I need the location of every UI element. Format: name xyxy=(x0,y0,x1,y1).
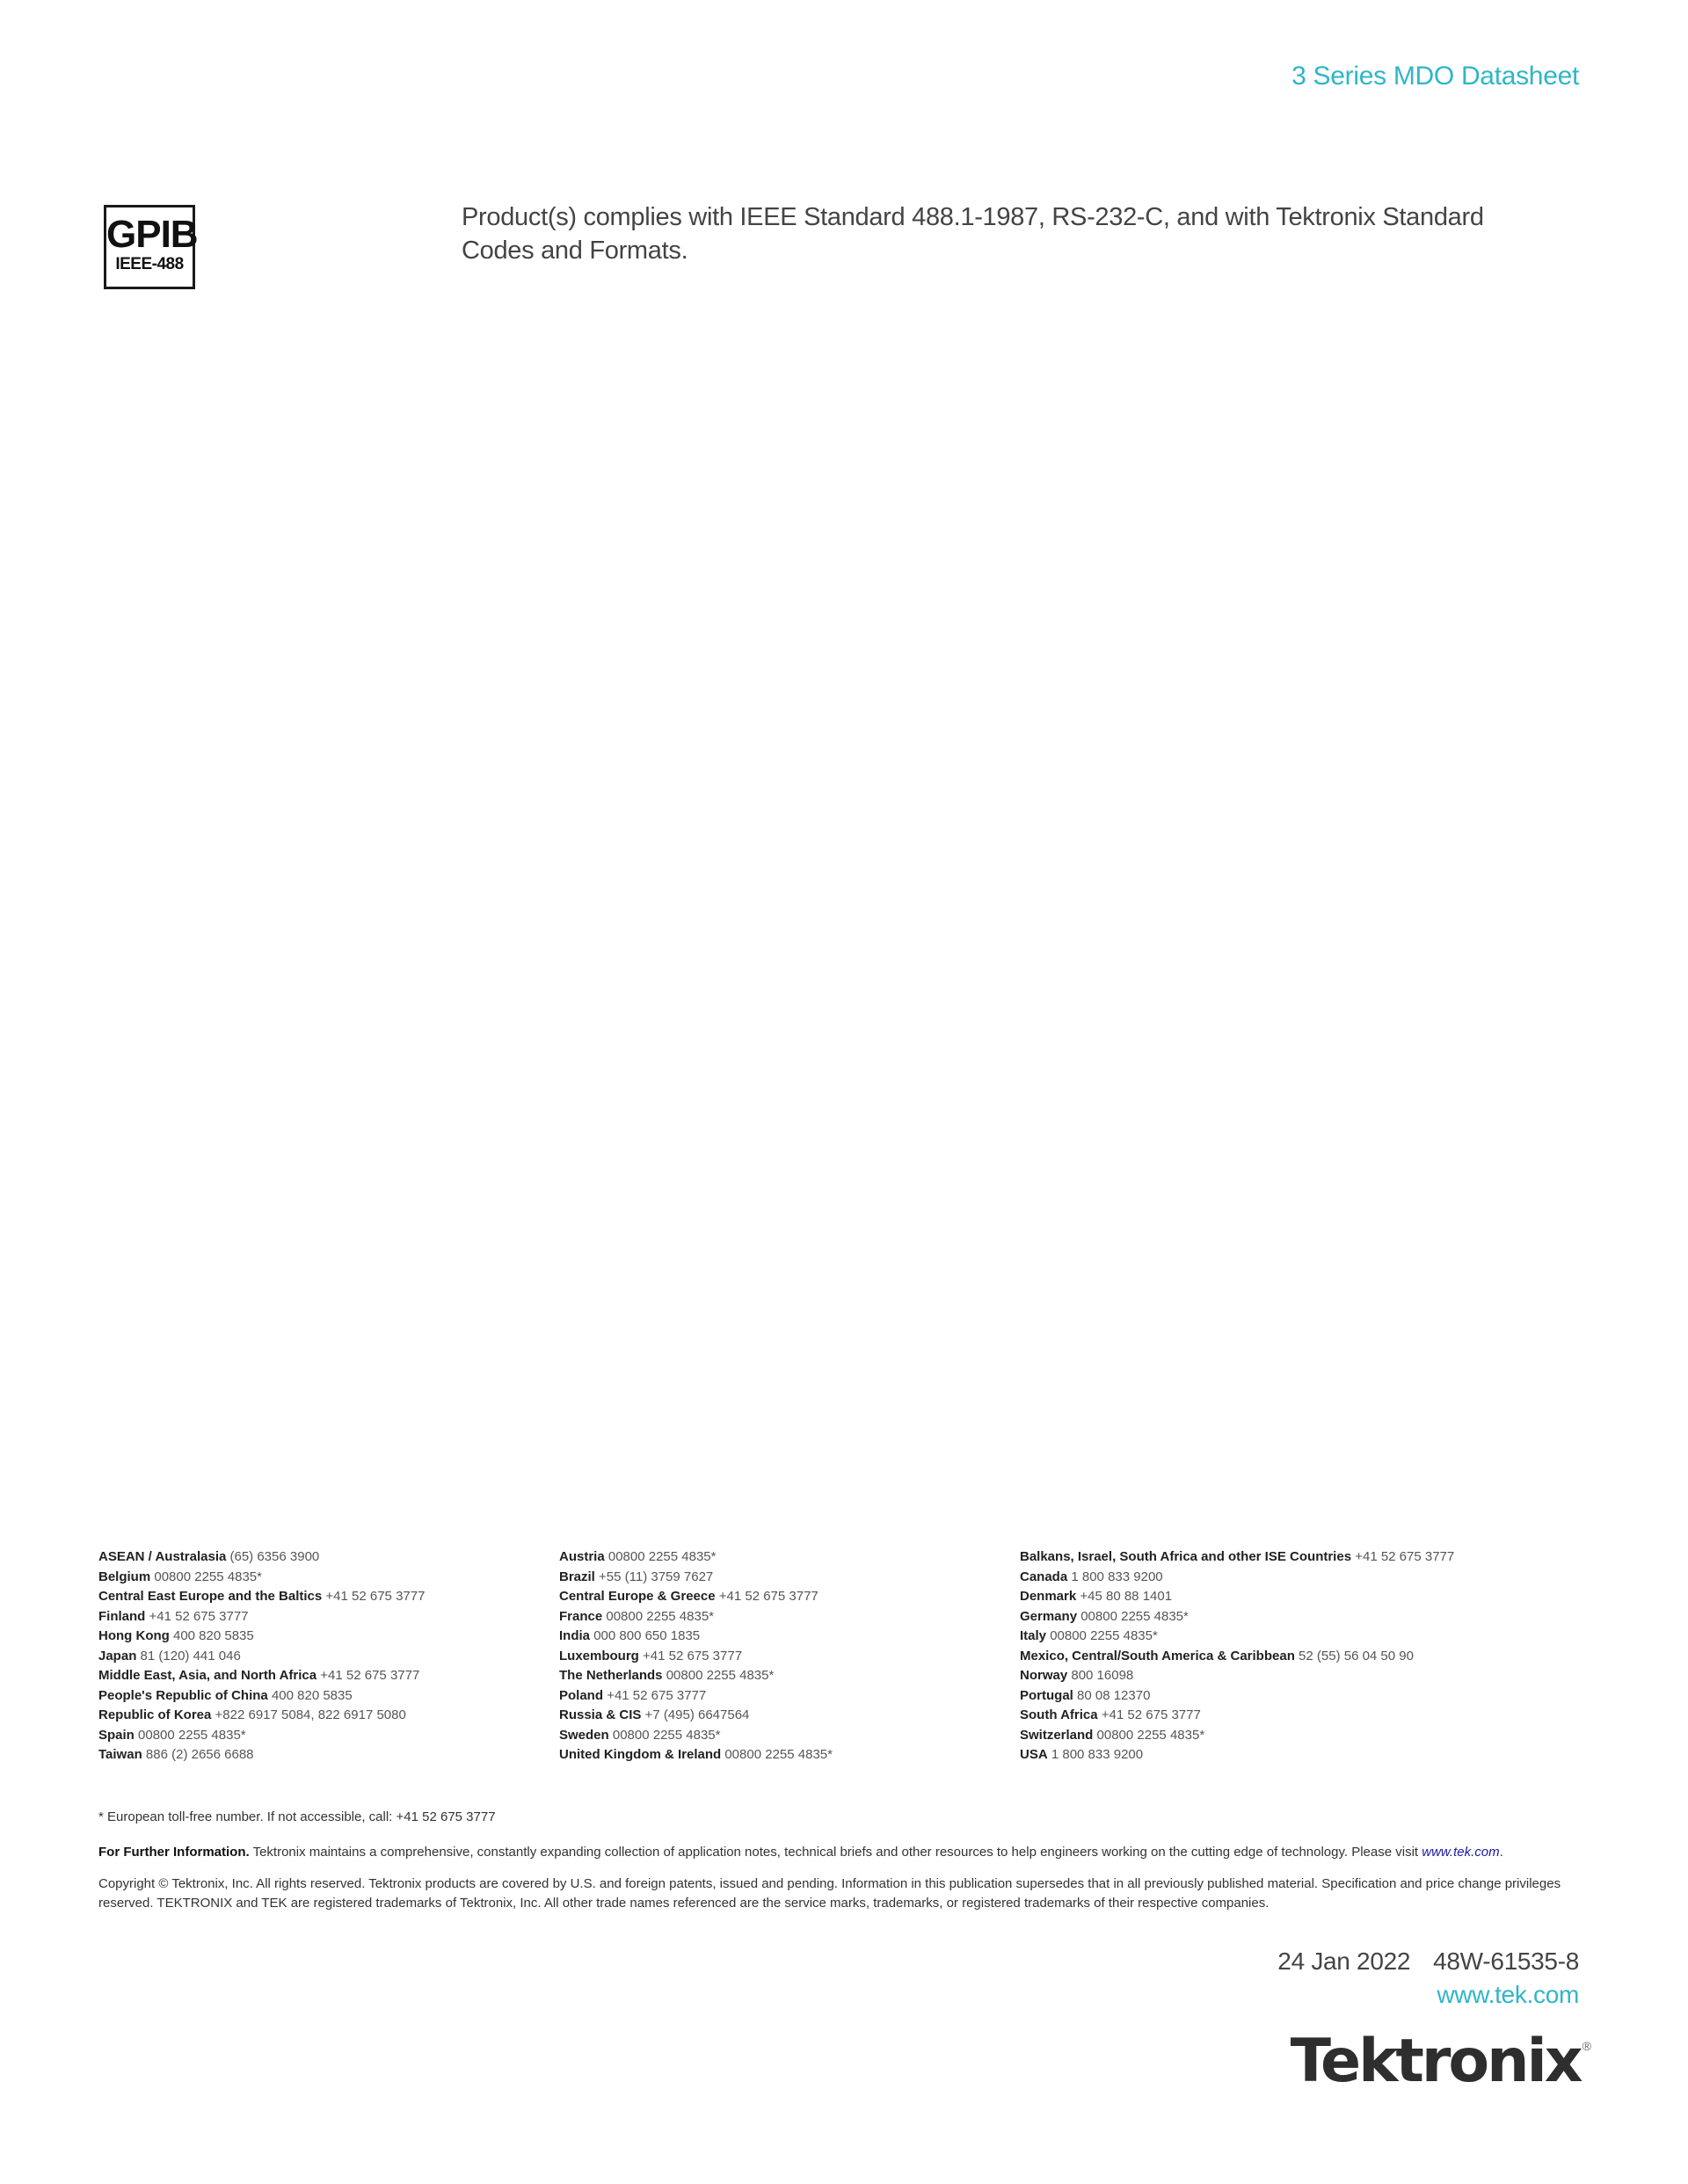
contact-phone: 400 820 5835 xyxy=(172,1628,254,1643)
contact-region: Finland xyxy=(98,1608,146,1624)
further-information-end: . xyxy=(1499,1845,1503,1860)
contact-phone: +41 52 675 3777 xyxy=(718,1589,819,1604)
contact-phone: +41 52 675 3777 xyxy=(643,1648,743,1663)
contact-region: Spain xyxy=(98,1727,135,1743)
contact-region: People's Republic of China xyxy=(98,1687,268,1703)
contact-phone: 1 800 833 9200 xyxy=(1051,1747,1144,1762)
contact-entry xyxy=(98,1587,425,1607)
contact-region: Norway xyxy=(1020,1668,1068,1683)
contact-region: France xyxy=(559,1608,603,1624)
contact-phone: 00800 2255 4835* xyxy=(608,1549,717,1564)
contact-entry xyxy=(559,1547,833,1568)
contact-phone: 400 820 5835 xyxy=(271,1687,353,1703)
contact-region: Denmark xyxy=(1020,1589,1077,1604)
contact-entry xyxy=(98,1686,425,1707)
contact-entry xyxy=(98,1607,425,1627)
further-information-text: Tektronix maintains a comprehensive, constantly expanding collection of application notes, technical briefs and other resources to help engineers working on the cutting edge of technology. Please visit xyxy=(249,1845,1422,1860)
contact-entry xyxy=(98,1706,425,1726)
contact-phone: (65) 6356 3900 xyxy=(229,1549,320,1564)
contact-entry xyxy=(559,1686,833,1707)
tek-website-link[interactable]: www.tek.com xyxy=(1422,1845,1500,1860)
contact-phone: +822 6917 5084, 822 6917 5080 xyxy=(215,1707,406,1722)
toll-free-footnote: * European toll-free number. If not accessible, call: +41 52 675 3777 xyxy=(98,1809,496,1824)
contact-region: Canada xyxy=(1020,1569,1068,1584)
document-date: 24 Jan 2022 xyxy=(1277,1947,1411,1975)
website-url[interactable]: www.tek.com xyxy=(1437,1981,1579,2008)
contact-entry xyxy=(1020,1547,1454,1568)
contact-region: Central Europe & Greece xyxy=(559,1589,716,1604)
contact-entry xyxy=(1020,1607,1454,1627)
contact-phone: 00800 2255 4835* xyxy=(612,1727,721,1743)
contact-phone: 52 (55) 56 04 50 90 xyxy=(1299,1648,1414,1663)
compliance-statement: Product(s) complies with IEEE Standard 488.1-1987, RS-232-C, and with Tektronix Standard Codes and Formats. xyxy=(462,203,1484,265)
contact-entry xyxy=(98,1568,425,1588)
contact-region: Germany xyxy=(1020,1608,1078,1624)
registered-mark: ® xyxy=(1582,2039,1591,2053)
contact-region: Hong Kong xyxy=(98,1628,170,1643)
contact-entry xyxy=(1020,1726,1454,1746)
contact-column-3 xyxy=(1020,1547,1454,1765)
contact-region: Belgium xyxy=(98,1569,151,1584)
contact-entry xyxy=(1020,1706,1454,1726)
contact-entry xyxy=(1020,1686,1454,1707)
contact-phone: +41 52 675 3777 xyxy=(320,1668,420,1683)
document-info xyxy=(1277,1947,1579,1976)
contact-phone: +55 (11) 3759 7627 xyxy=(599,1569,714,1584)
contact-region: Brazil xyxy=(559,1569,595,1584)
contact-entry xyxy=(98,1726,425,1746)
contact-phone: +41 52 675 3777 xyxy=(1355,1549,1455,1564)
contact-entry xyxy=(1020,1666,1454,1686)
contact-entry xyxy=(559,1568,833,1588)
contact-phone: 1 800 833 9200 xyxy=(1071,1569,1163,1584)
contact-entry xyxy=(1020,1587,1454,1607)
contact-region: Poland xyxy=(559,1687,604,1703)
contact-phone: 00800 2255 4835* xyxy=(1050,1628,1158,1643)
contact-region: Switzerland xyxy=(1020,1727,1094,1743)
contact-region: United Kingdom & Ireland xyxy=(559,1747,722,1762)
contact-phone: 00800 2255 4835* xyxy=(138,1727,246,1743)
contact-region: Luxembourg xyxy=(559,1648,639,1663)
further-information-label: For Further Information. xyxy=(98,1845,250,1860)
contact-region: Taiwan xyxy=(98,1747,142,1762)
contact-phone: 80 08 12370 xyxy=(1077,1687,1151,1703)
contact-region: The Netherlands xyxy=(559,1668,663,1683)
contact-phone: 886 (2) 2656 6688 xyxy=(145,1747,254,1762)
gpib-logo-line2: IEEE-488 xyxy=(115,255,184,273)
contact-phone: 800 16098 xyxy=(1071,1668,1134,1683)
document-title: 3 Series MDO Datasheet xyxy=(1291,62,1579,91)
contact-entry xyxy=(98,1666,425,1686)
contact-entry xyxy=(559,1587,833,1607)
tektronix-logo xyxy=(1291,2027,1591,2097)
contact-region: Portugal xyxy=(1020,1687,1073,1703)
contact-region: Balkans, Israel, South Africa and other ISE Countries xyxy=(1020,1549,1352,1564)
contact-column-2 xyxy=(559,1547,833,1765)
gpib-logo xyxy=(104,205,198,289)
contact-phone: +7 (495) 6647564 xyxy=(644,1707,750,1722)
contact-region: South Africa xyxy=(1020,1707,1098,1722)
contact-entry xyxy=(559,1745,833,1765)
contact-phone: +41 52 675 3777 xyxy=(607,1687,707,1703)
contact-entry xyxy=(559,1647,833,1667)
contact-phone: 00800 2255 4835* xyxy=(606,1608,714,1624)
contact-entry xyxy=(98,1745,425,1765)
contact-region: ASEAN / Australasia xyxy=(98,1549,227,1564)
contact-entry xyxy=(98,1627,425,1647)
contact-entry xyxy=(559,1627,833,1647)
contact-region: Japan xyxy=(98,1648,137,1663)
contact-region: Central East Europe and the Baltics xyxy=(98,1589,323,1604)
contact-entry xyxy=(1020,1745,1454,1765)
contact-phone: +41 52 675 3777 xyxy=(325,1589,426,1604)
copyright-notice: Copyright © Tektronix, Inc. All rights reserved. Tektronix products are covered by U.S. and foreign patents, issued and pending. Information in this publication supersedes that in all previously published material. Specification and price change privileges reserved. TEKTRONIX and TEK are registered trademarks of Tektronix, Inc. All other trade names referenced are the service marks, trademarks, or registered trademarks of their respective companies. xyxy=(98,1876,1561,1911)
contact-entry xyxy=(559,1706,833,1726)
contact-region: Middle East, Asia, and North Africa xyxy=(98,1668,317,1683)
contact-phone: +41 52 675 3777 xyxy=(149,1608,249,1624)
contact-column-1 xyxy=(98,1547,425,1765)
contact-entry xyxy=(559,1607,833,1627)
contact-phone: 000 800 650 1835 xyxy=(593,1628,701,1643)
contact-entry xyxy=(98,1547,425,1568)
contact-region: Sweden xyxy=(559,1727,609,1743)
contact-entry xyxy=(559,1726,833,1746)
further-information xyxy=(98,1845,1503,1860)
brand-wordmark: Tektronix xyxy=(1290,2027,1581,2096)
contact-region: USA xyxy=(1020,1747,1048,1762)
contact-entry xyxy=(1020,1627,1454,1647)
contact-region: Russia & CIS xyxy=(559,1707,642,1722)
contact-region: Austria xyxy=(559,1549,605,1564)
gpib-logo-line1: GPIB xyxy=(106,213,198,256)
contact-phone: 00800 2255 4835* xyxy=(666,1668,775,1683)
contact-phone: 81 (120) 441 046 xyxy=(140,1648,241,1663)
contact-entry xyxy=(559,1666,833,1686)
contact-phone: 00800 2255 4835* xyxy=(1096,1727,1205,1743)
contact-phone: 00800 2255 4835* xyxy=(724,1747,833,1762)
contact-entry xyxy=(98,1647,425,1667)
contact-phone: +45 80 88 1401 xyxy=(1080,1589,1173,1604)
contact-phone: 00800 2255 4835* xyxy=(1080,1608,1189,1624)
contact-region: Italy xyxy=(1020,1628,1047,1643)
contact-entry xyxy=(1020,1647,1454,1667)
contact-region: Mexico, Central/South America & Caribbean xyxy=(1020,1648,1295,1663)
contact-phone: +41 52 675 3777 xyxy=(1101,1707,1201,1722)
contact-entry xyxy=(1020,1568,1454,1588)
contact-phone: 00800 2255 4835* xyxy=(154,1569,262,1584)
contact-region: Republic of Korea xyxy=(98,1707,212,1722)
contact-region: India xyxy=(559,1628,591,1643)
document-number: 48W-61535-8 xyxy=(1433,1947,1579,1975)
